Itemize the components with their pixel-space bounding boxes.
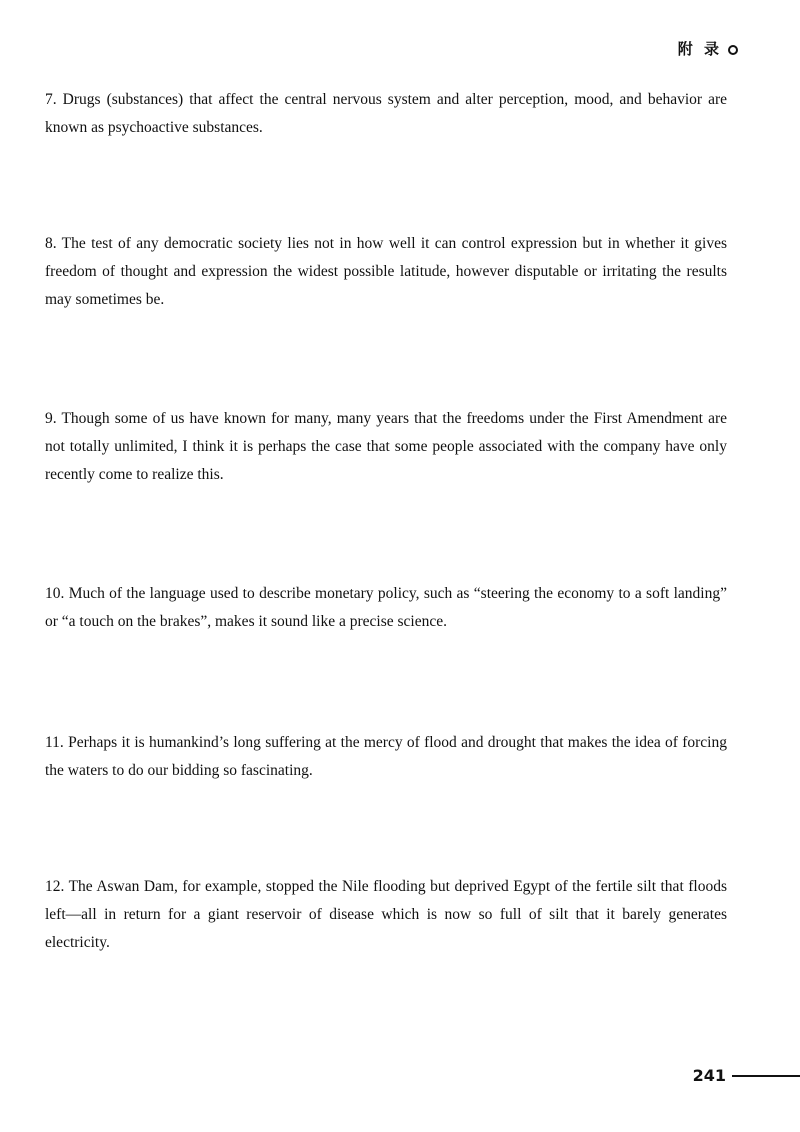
page-footer bbox=[693, 1066, 800, 1085]
sentence-9: 9. Though some of us have known for many, many years that the freedoms under the First Amendment are not totally unlimited, I think it is perhaps the case that some people associated with the company have only recently come to realize this. bbox=[45, 410, 727, 483]
page-number: 241 bbox=[692, 1066, 726, 1085]
sentence-10: 10. Much of the language used to describe monetary policy, such as “steering the economy to a soft landing” or “a touch on the brakes”, makes it sound like a precise science. bbox=[45, 585, 727, 630]
circle-dot-icon bbox=[728, 45, 738, 55]
sentence-11: 11. Perhaps it is humankind’s long suffering at the mercy of flood and drought that makes the idea of forcing the waters to do our bidding so fascinating. bbox=[45, 734, 727, 779]
running-header bbox=[678, 38, 738, 59]
sentence-8: 8. The test of any democratic society lies not in how well it can control expression but in whether it gives freedom of thought and expression the widest possible latitude, however disputable or irritating the results may sometimes be. bbox=[45, 235, 727, 308]
footer-rule bbox=[732, 1075, 800, 1077]
sentence-12: 12. The Aswan Dam, for example, stopped the Nile flooding but deprived Egypt of the fertile silt that floods left—all in return for a giant reservoir of disease which is now so full of silt that it barely generates electricity. bbox=[45, 878, 727, 951]
sentence-7: 7. Drugs (substances) that affect the central nervous system and alter perception, mood, and behavior are known as psychoactive substances. bbox=[45, 91, 727, 136]
header-title: 附 录 bbox=[677, 40, 722, 58]
